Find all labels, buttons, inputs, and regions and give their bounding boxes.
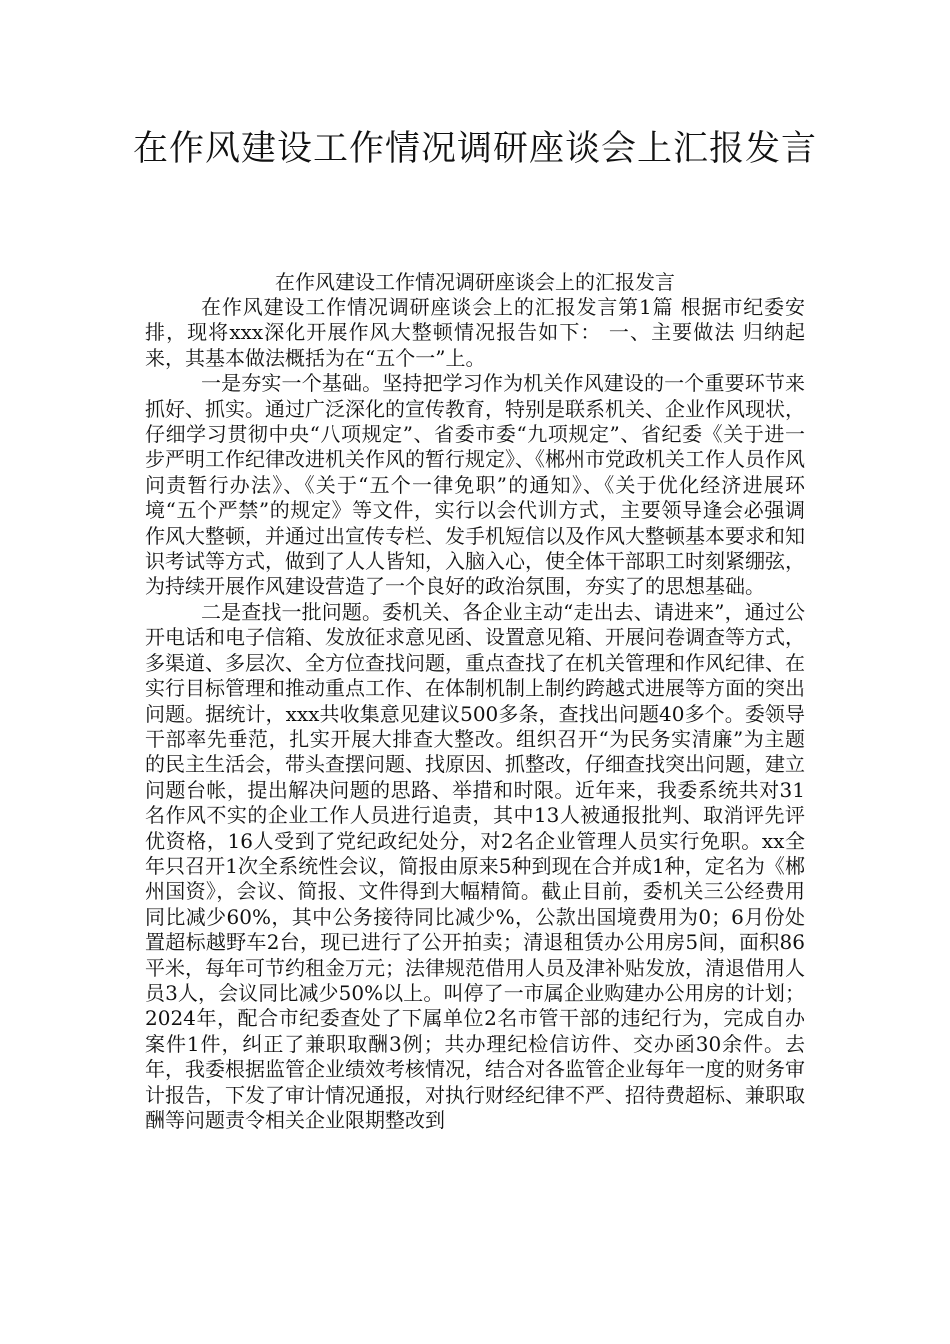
document-title: 在作风建设工作情况调研座谈会上汇报发言 bbox=[132, 129, 817, 169]
paragraph-problems: 二是查找一批问题。委机关、各企业主动“走出去、请进来”，通过公开电话和电子信箱、发放征求意见函、设置意见箱、开展问卷调查等方式，多渠道、多层次、全方位查找问题，重点查找了在机关管理和作风纪律、在实行目标管理和推动重点工作、在体制机制上制约跨越式进展等方面的突出问题。据统计，xxx共收集意见建议500多条，查找出问题40多个。委领导干部率先垂范，扎实开展大排查大整改。组织召开“为民务实清廉”为主题的民主生活会，带头查摆问题、找原因、抓整改，仔细查找突出问题，建立问题台帐，提出解决问题的思路、举措和时限。近年来，我委系统共对31名作风不实的企业工作人员进行追责，其中13人被通报批判、取消评先评优资格，16人受到了党纪政纪处分，对2名企业管理人员实行免职。xx全年只召开1次全系统性会议，简报由原来5种到现在合并成1种，定名为《郴州国资》，会议、简报、文件得到大幅精简。截止目前，委机关三公经费用同比减少60%，其中公务接待同比减少%，公款出国境费用为0；6月份处置超标越野车2台，现已进行了公开拍卖；清退租赁办公用房5间，面积86平米，每年可节约租金万元；法律规范借用人员及津补贴发放，清退借用人员3人，会议同比减少50%以上。叫停了一市属企业购建办公用房的计划；2024年，配合市纪委查处了下属单位2名市管干部的违纪行为，完成自办案件1件，纠正了兼职取酬3例；共办理纪检信访件、交办函30余件。去年，我委根据监管企业绩效考核情况，结合对各监管企业每年一度的财务审计报告，下发了审计情况通报，对执行财经纪律不严、招待费超标、兼职取酬等问题责令相关企业限期整改到 bbox=[145, 599, 805, 1132]
document-subtitle: 在作风建设工作情况调研座谈会上的汇报发言 bbox=[275, 270, 675, 294]
paragraph-intro: 在作风建设工作情况调研座谈会上的汇报发言第1篇 根据市纪委安排，现将xxx深化开展作风大整顿情况报告如下： 一、主要做法 归纳起来，其基本做法概括为在“五个一”上。 bbox=[145, 295, 805, 370]
document-body bbox=[145, 295, 805, 1133]
paragraph-foundation: 一是夯实一个基础。坚持把学习作为机关作风建设的一个重要环节来抓好、抓实。通过广泛深化的宣传教育，特别是联系机关、企业作风现状，仔细学习贯彻中央“八项规定”、省委市委“九项规定”、省纪委《关于进一步严明工作纪律改进机关作风的暂行规定》、《郴州市党政机关工作人员作风问责暂行办法》、《关于“五个一律免职”的通知》、《关于优化经济进展环境“五个严禁”的规定》等文件，实行以会代训方式，主要领导逢会必强调作风大整顿，并通过出宣传专栏、发手机短信以及作风大整顿基本要求和知识考试等方式，做到了人人皆知，入脑入心，使全体干部职工时刻紧绷弦，为持续开展作风建设营造了一个良好的政治氛围，夯实了的思想基础。 bbox=[145, 371, 805, 599]
